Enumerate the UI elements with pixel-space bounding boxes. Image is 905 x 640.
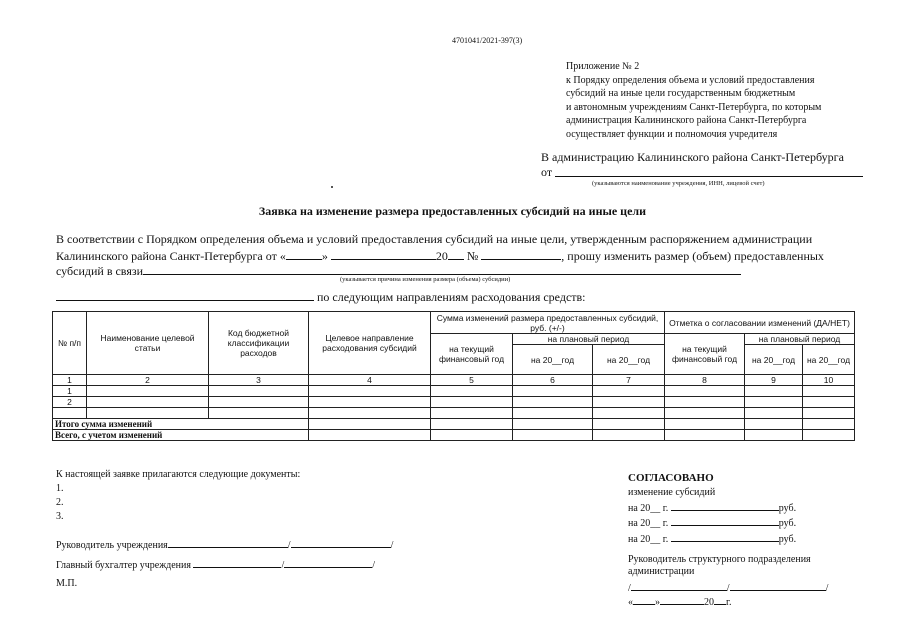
column-number: 9 [745,375,803,386]
approval-year-line: на 20__ г. руб. [628,515,796,531]
accountant-name-field[interactable] [284,557,372,568]
table-cell[interactable] [513,386,593,397]
header-num: № п/п [53,312,87,375]
column-number: 6 [513,375,593,386]
supervisor-date-month-field[interactable] [660,594,704,605]
table-cell[interactable] [745,419,803,430]
table-cell[interactable] [665,408,745,419]
header-planned-period: на плановый период [513,334,665,345]
table-cell[interactable] [209,386,309,397]
table-cell[interactable] [593,408,665,419]
approval-subtitle: изменение субсидий [628,487,716,498]
approval-amount-field[interactable] [671,500,779,511]
attachment-item: 1. [56,483,64,494]
appendix-line: и автономным учреждениям Санкт-Петербурга, по которым [566,101,822,113]
table-cell[interactable] [513,430,593,441]
reason-hint: (указывается причина изменения размера (объема) субсидии) [340,276,511,283]
header-year-a: на 20__год [513,345,593,375]
attachment-item: 3. [56,511,64,522]
total-changes-label: Итого сумма изменений [53,419,309,430]
header-current-year: на текущий финансовый год [431,334,513,375]
page-title: Заявка на изменение размера предоставленных субсидий на иные цели [258,204,647,218]
attachments [56,468,300,524]
table-cell[interactable] [593,397,665,408]
table-cell[interactable] [745,430,803,441]
header-sum-group: Сумма изменений размера предоставленных субсидий, руб. (+/-) [431,312,665,334]
approval-amount-field[interactable] [671,531,779,542]
body-line-1: В соответствии с Порядком определения объема и условий предоставления субсидий на иные цели, утвержденным распоряжением администрации [56,232,813,246]
table-cell[interactable] [309,386,431,397]
table-cell[interactable] [745,386,803,397]
table-cell[interactable] [665,397,745,408]
header-year-b: на 20__год [593,345,665,375]
header-mark-current: на текущий финансовый год [665,334,745,375]
supervisor-date-day-field[interactable] [633,594,655,605]
table-cell[interactable] [513,397,593,408]
date-day-field[interactable] [286,247,322,260]
appendix-reference [566,60,821,141]
column-number: 10 [803,375,855,386]
accountant-signature-line: Главный бухгалтер учреждения / / [56,557,375,571]
approval-amount-field[interactable] [671,515,779,526]
appendix-line: Приложение № 2 [566,61,640,72]
column-number-row [53,375,855,386]
supervisor-name-field[interactable] [730,580,826,591]
reason-field[interactable] [143,262,741,275]
table-row [53,386,855,397]
row-number: 1 [53,386,87,397]
table-cell[interactable] [513,419,593,430]
table-cell[interactable] [431,408,513,419]
table-cell[interactable] [309,397,431,408]
addressee-line: В администрацию Калининского района Санкт-Петербурга [541,150,844,164]
table-cell[interactable] [665,419,745,430]
table-cell[interactable] [803,386,855,397]
header-mark-year-b: на 20__год [803,345,855,375]
approval-year-line: на 20__ г. руб. [628,500,796,516]
table-cell[interactable] [87,386,209,397]
from-fill-line[interactable] [555,176,863,177]
table-cell[interactable] [431,397,513,408]
stamp-place: М.П. [56,578,78,589]
order-number-field[interactable] [481,247,561,260]
table-row [53,408,855,419]
table-cell[interactable] [665,430,745,441]
body-line-2: Калининского района Санкт-Петербурга от « » 20 № , прошу изменить размер (объем) предоставленных [56,249,824,263]
header-mark-group: Отметка о согласовании изменений (ДА/НЕТ) [665,312,855,334]
table-cell[interactable] [803,408,855,419]
from-label: от [541,165,553,179]
attachments-intro: К настоящей заявке прилагаются следующие документы: [56,469,301,480]
supervisor-date-line: « » 20 г. [628,594,731,608]
body-line-3: субсидий в связи [56,262,741,279]
body-line-4: по следующим направлениям расходования средств: [56,288,586,305]
header-code: Код бюджетной классификации расходов [209,312,309,375]
appendix-line: администрация Калининского района Санкт-Петербурга [566,115,807,126]
total-changes-row [53,419,855,430]
table-cell[interactable] [431,419,513,430]
table-cell[interactable] [87,408,209,419]
supervisor-date-year-field[interactable] [714,594,726,605]
accountant-signature-field[interactable] [193,557,281,568]
head-signature-field[interactable] [168,537,288,548]
supervisor-signature-line: / / / [628,580,828,594]
appendix-line: осуществляет функции и полномочия учредителя [566,128,778,140]
table-cell[interactable] [803,419,855,430]
head-name-field[interactable] [291,537,391,548]
table-row [53,397,855,408]
subsidy-table [52,311,855,441]
table-cell[interactable] [593,386,665,397]
table-cell[interactable] [53,408,87,419]
header-mark-planned: на плановый период [745,334,855,345]
approval-title: СОГЛАСОВАНО [628,472,714,484]
date-month-field[interactable] [331,247,436,260]
table-cell[interactable] [431,430,513,441]
table-cell[interactable] [513,408,593,419]
table-cell[interactable] [593,430,665,441]
table-cell[interactable] [309,408,431,419]
table-cell[interactable] [593,419,665,430]
row-number: 2 [53,397,87,408]
table-cell[interactable] [665,386,745,397]
document-number: 4701041/2021-397(3) [452,36,523,45]
attachment-item: 2. [56,497,64,508]
table-cell[interactable] [803,430,855,441]
supervisor-title: Руководитель структурного подразделения администрации [628,554,811,577]
header-name: Наименование целевой статьи [87,312,209,375]
column-number: 7 [593,375,665,386]
appendix-line: субсидий на иные цели государственным бюджетным [566,88,796,99]
table-cell[interactable] [87,397,209,408]
column-number: 8 [665,375,745,386]
table-cell[interactable] [803,397,855,408]
date-year-field[interactable] [448,247,464,260]
appendix-line: к Порядку определения объема и условий предоставления [566,74,815,86]
total-with-changes-row [53,430,855,441]
approval-year-line: на 20__ г. руб. [628,531,796,547]
head-signature-line: Руководитель учреждения / / [56,537,393,551]
total-with-changes-label: Всего, с учетом изменений [53,430,309,441]
column-number: 1 [53,375,87,386]
header-direction: Целевое направление расходования субсидий [309,312,431,375]
table-cell[interactable] [745,408,803,419]
table-cell[interactable] [745,397,803,408]
header-mark-year-a: на 20__год [745,345,803,375]
table-cell[interactable] [209,408,309,419]
column-number: 4 [309,375,431,386]
column-number: 5 [431,375,513,386]
table-cell[interactable] [309,430,431,441]
column-number: 3 [209,375,309,386]
table-cell[interactable] [309,419,431,430]
column-number: 2 [87,375,209,386]
from-hint: (указываются наименование учреждения, ИНН, лицевой счет) [592,180,765,187]
scan-speck [331,186,333,188]
approval-block [628,486,796,546]
table-cell[interactable] [431,386,513,397]
reason-continuation-field[interactable] [56,288,314,301]
table-cell[interactable] [209,397,309,408]
supervisor-signature-field[interactable] [631,580,727,591]
